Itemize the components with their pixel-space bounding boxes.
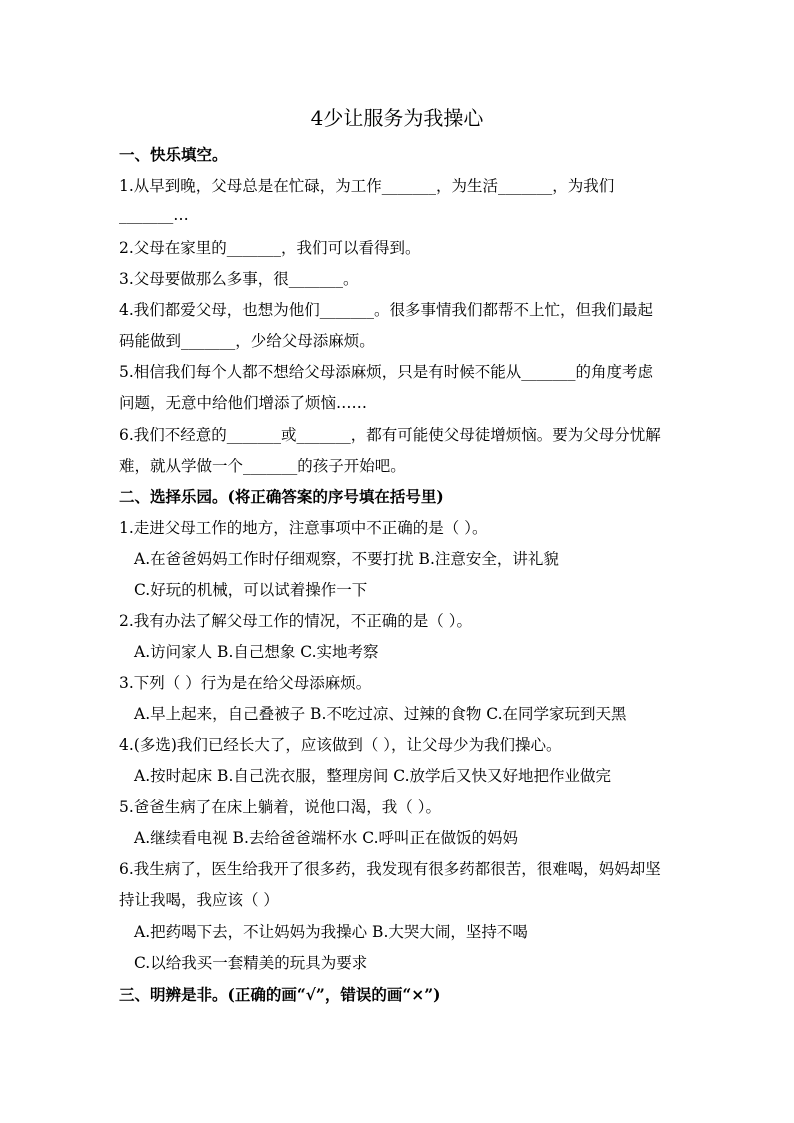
section-heading-true-false: 三、明辨是非。(正确的画“√”，错误的画“×”)	[119, 985, 441, 1004]
question-line: 6.我们不经意的_______或_______，都有可能使父母徒增烦恼。要为父母分忧解	[119, 426, 661, 444]
question-line: 持让我喝，我应该（ ）	[119, 891, 279, 909]
option-line: A.早上起来，自己叠被子 B.不吃过凉、过辣的食物 C.在同学家玩到天黑	[134, 705, 627, 723]
option-line: A.继续看电视 B.去给爸爸端杯水 C.呼叫正在做饭的妈妈	[134, 829, 519, 847]
question-line: 1.走进父母工作的地方，注意事项中不正确的是（ ）。	[119, 519, 488, 537]
question-line: 2.父母在家里的_______，我们可以看得到。	[119, 239, 421, 257]
question-line: 码能做到_______，少给父母添麻烦。	[119, 332, 375, 350]
question-line: 2.我有办法了解父母工作的情况，不正确的是（ ）。	[119, 612, 472, 630]
question-line: 问题，无意中给他们增添了烦恼……	[119, 394, 368, 412]
page-title: 4少让服务为我操心	[310, 106, 484, 130]
question-line: 3.父母要做那么多事，很_______。	[119, 270, 359, 288]
section-heading-choice: 二、选择乐园。(将正确答案的序号填在括号里)	[119, 487, 444, 506]
option-line: C.好玩的机械，可以试着操作一下	[134, 581, 368, 599]
question-line: 6.我生病了，医生给我开了很多药，我发现有很多药都很苦，很难喝，妈妈却坚	[119, 860, 661, 878]
option-line: A.在爸爸妈妈工作时仔细观察，不要打扰 B.注意安全，讲礼貌	[134, 550, 559, 568]
option-line: A.访问家人 B.自己想象 C.实地考察	[134, 643, 379, 661]
question-line: 5.爸爸生病了在床上躺着，说他口渴，我（ ）。	[119, 798, 441, 816]
question-line: 4.我们都爱父母，也想为他们_______。很多事情我们都帮不上忙，但我们最起	[119, 301, 654, 319]
question-line: 5.相信我们每个人都不想给父母添麻烦，只是有时候不能从_______的角度考虑	[119, 363, 654, 381]
question-line: 难，就从学做一个_______的孩子开始吧。	[119, 457, 406, 475]
option-line: A.按时起床 B.自己洗衣服，整理房间 C.放学后又快又好地把作业做完	[134, 767, 612, 785]
option-line: A.把药喝下去，不让妈妈为我操心 B.大哭大闹，坚持不喝	[134, 923, 528, 941]
question-line: _______…	[119, 206, 189, 224]
question-line: 3.下列（ ）行为是在给父母添麻烦。	[119, 674, 372, 692]
question-line: 1.从早到晚，父母总是在忙碌，为工作_______，为生活_______，为我们	[119, 177, 615, 195]
section-heading-fill-blank: 一、快乐填空。	[119, 145, 228, 164]
option-line: C.以给我买一套精美的玩具为要求	[134, 954, 368, 972]
question-line: 4.(多选)我们已经长大了，应该做到（ ），让父母少为我们操心。	[119, 736, 562, 754]
